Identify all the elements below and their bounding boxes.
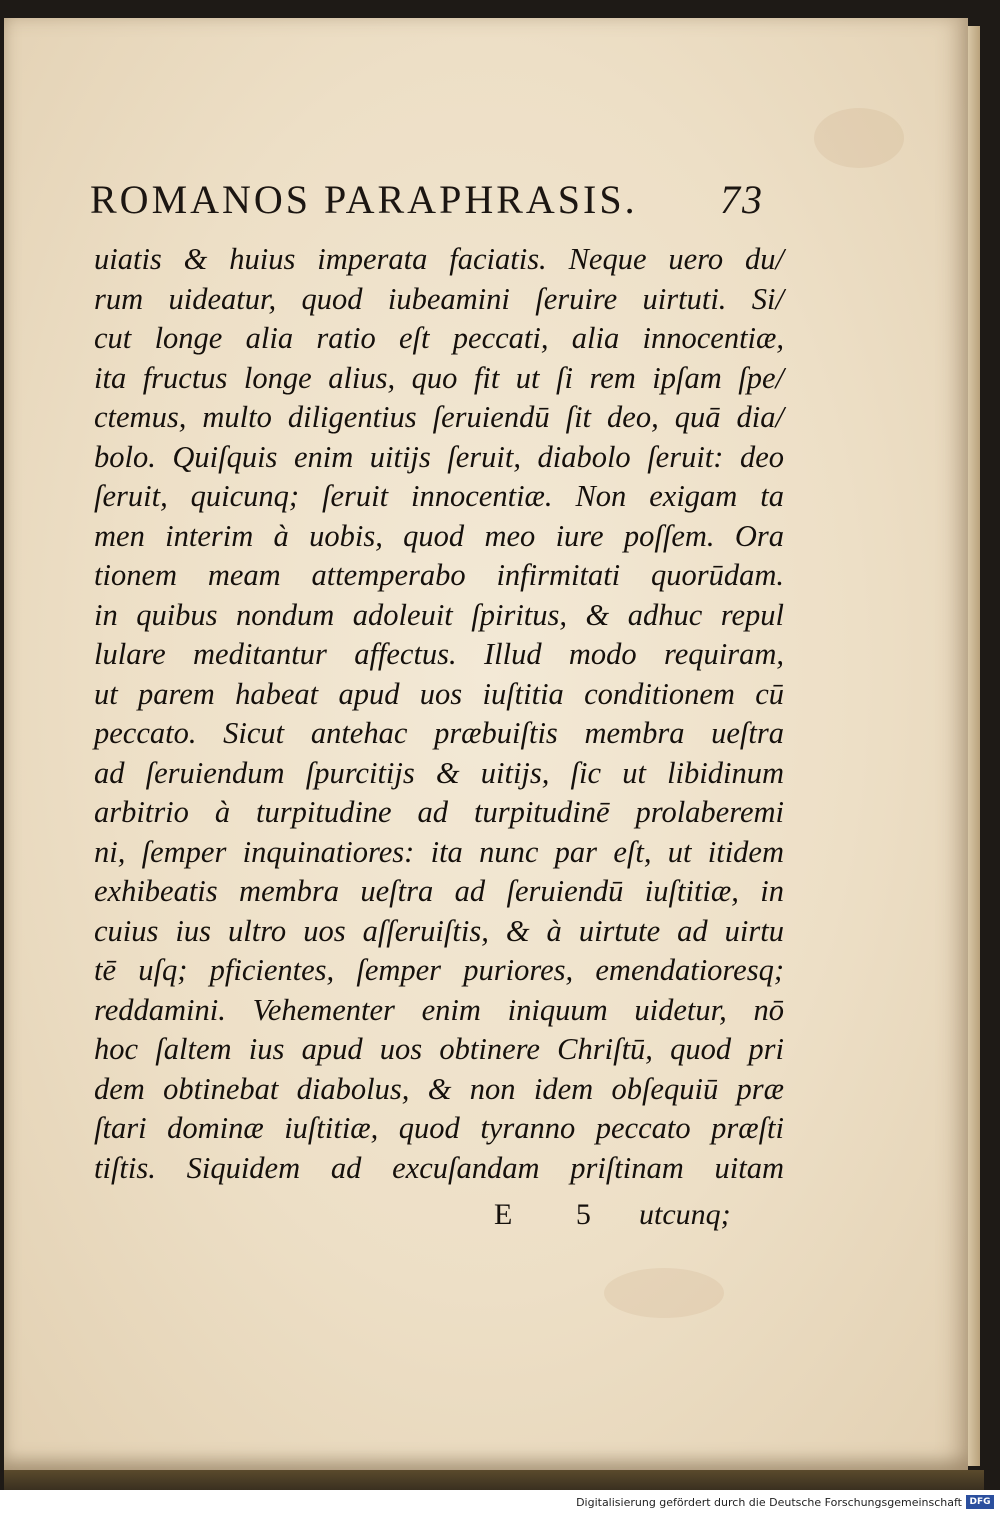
text-line: tē uſq; pficientes, ſemper puriores, emendatioresq; [94,953,784,987]
running-head [90,176,790,223]
page-bottom-edge [4,1470,984,1490]
text-line: dem obtinebat diabolus, & non idem obſequiū præ [94,1071,784,1106]
text-line: peccato. Sicut antehac præbuiſtis membra ueſtra [94,716,784,750]
text-line: arbitrio à turpitudine ad turpitudinē prolaberemi [94,795,784,829]
text-line: reddamini. Vehementer enim iniquum uidetur, nō [94,992,784,1027]
text-line: cut longe alia ratio eſt peccati, alia innocentiæ, [94,321,784,355]
digitization-note: Digitalisierung gefördert durch die Deutsche Forschungsgemeinschaft [576,1496,962,1509]
running-head-title: ROMANOS PARAPHRASIS. [90,177,638,222]
text-line: tionem meam attemperabo infirmitati quorūdam. [94,558,784,592]
book-page [4,18,968,1470]
text-line: ni, ſemper inquinatiores: ita nunc par eſt, ut itidem [94,834,784,869]
text-line: ita fructus longe alius, quo fit ut ſi rem ipſam ſpe/ [94,360,784,395]
text-line: bolo. Quiſquis enim uitijs ſeruit, diabolo ſeruit: deo [94,439,784,474]
text-line: cuius ius ultro uos aſſeruiſtis, & à uirtute ad uirtu [94,913,784,948]
text-line: ut parem habeat apud uos iuſtitia conditionem cū [94,676,784,711]
text-line: rum uideatur, quod iubeamini ſeruire uirtuti. Si/ [94,281,784,316]
foxing-stain [604,1268,724,1318]
folio-number: 73 [720,177,764,222]
text-line: ctemus, multo diligentius ſeruiendū ſit deo, quā dia/ [94,400,784,434]
signature-mark: E 5 [494,1198,619,1231]
text-line: in quibus nondum adoleuit ſpiritus, & adhuc repul [94,597,784,632]
text-line: men interim à uobis, quod meo iure poſſem. Ora [94,518,784,553]
text-line: lulare meditantur affectus. Illud modo requiram, [94,637,784,671]
text-line: exhibeatis membra ueſtra ad ſeruiendū iuſtitiæ, in [94,874,784,908]
text-line: tiſtis. Siquidem ad excuſandam priſtinam uitam [94,1150,784,1185]
dfg-logo: DFG [966,1495,994,1509]
text-line: ſeruit, quicunq; ſeruit innocentiæ. Non exigam ta [94,479,784,513]
text-line: ſtari dominæ iuſtitiæ, quod tyranno peccato præſti [94,1111,784,1145]
text-line: ad ſeruiendum ſpurcitijs & uitijs, ſic ut libidinum [94,755,784,790]
body-text [94,240,784,1188]
text-line: hoc ſaltem ius apud uos obtinere Chriſtū, quod pri [94,1032,784,1066]
foxing-stain [814,108,904,168]
page-edge [968,26,980,1466]
catchword: utcunq; [639,1198,731,1231]
page-footer [94,1198,754,1238]
digitization-bar [0,1490,1000,1516]
text-line: uiatis & huius imperata faciatis. Neque uero du/ [94,242,784,276]
